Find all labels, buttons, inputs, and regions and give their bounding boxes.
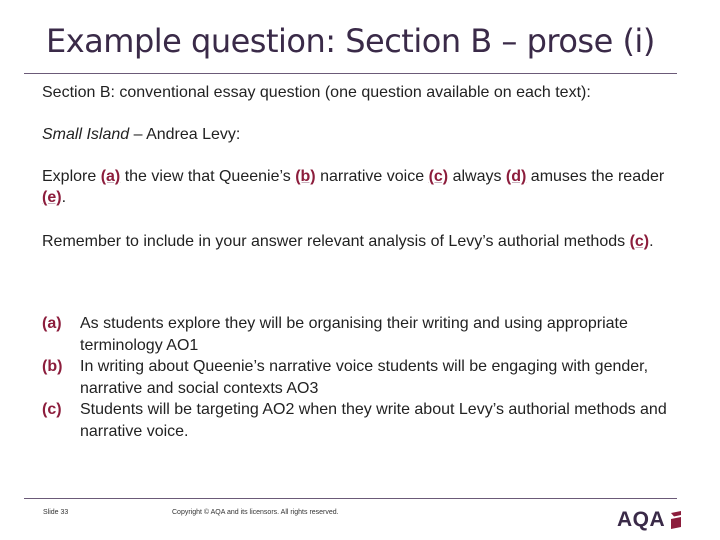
note-item (42, 399, 682, 442)
assessment-notes (42, 313, 682, 442)
question-part: the view that Queenie’s (120, 168, 296, 185)
footer-divider (24, 498, 677, 499)
reminder-text (42, 231, 682, 252)
keyword-a: (a) (100, 168, 121, 185)
logo-text: AQA (617, 508, 666, 531)
note-text: Students will be targeting AO2 when they write about Levy’s authorial methods and narrative voice. (80, 401, 667, 440)
question-text (42, 166, 682, 208)
question-part: amuses the reader (526, 168, 665, 185)
note-text: As students explore they will be organising their writing and using appropriate terminology AO1 (80, 315, 628, 354)
note-item (42, 313, 682, 356)
keyword-b: (b) (295, 168, 316, 185)
question-part: narrative voice (315, 168, 429, 185)
note-item (42, 356, 682, 399)
reminder-part: . (649, 233, 654, 250)
aqa-logo (617, 508, 683, 532)
slide-number: Slide 33 (43, 509, 69, 516)
keyword-d: (d) (505, 168, 527, 185)
copyright-notice: Copyright © AQA and its licensors. All rights reserved. (172, 509, 339, 516)
keyword-c: (c) (428, 168, 449, 185)
note-letter: (a) (42, 315, 62, 332)
aqa-mark-icon (669, 510, 683, 530)
question-part: always (448, 168, 506, 185)
slide-title: Example question: Section B – prose (i) (46, 22, 655, 60)
question-part: . (61, 189, 67, 206)
section-intro: Section B: conventional essay question (one question available on each text): (42, 84, 591, 101)
keyword-c: (c) (629, 233, 650, 250)
text-title: Small Island (42, 126, 130, 143)
note-letter: (c) (42, 401, 62, 418)
text-author: – Andrea Levy: (129, 126, 241, 143)
keyword-e: (e) (42, 189, 62, 206)
question-part: Explore (42, 168, 101, 185)
note-text: In writing about Queenie’s narrative voice students will be engaging with gender, narrative and social contexts AO3 (80, 358, 649, 397)
title-divider (24, 73, 677, 74)
note-letter: (b) (42, 358, 63, 375)
reminder-part: Remember to include in your answer relevant analysis of Levy’s authorial methods (42, 233, 630, 250)
text-heading (42, 124, 682, 145)
